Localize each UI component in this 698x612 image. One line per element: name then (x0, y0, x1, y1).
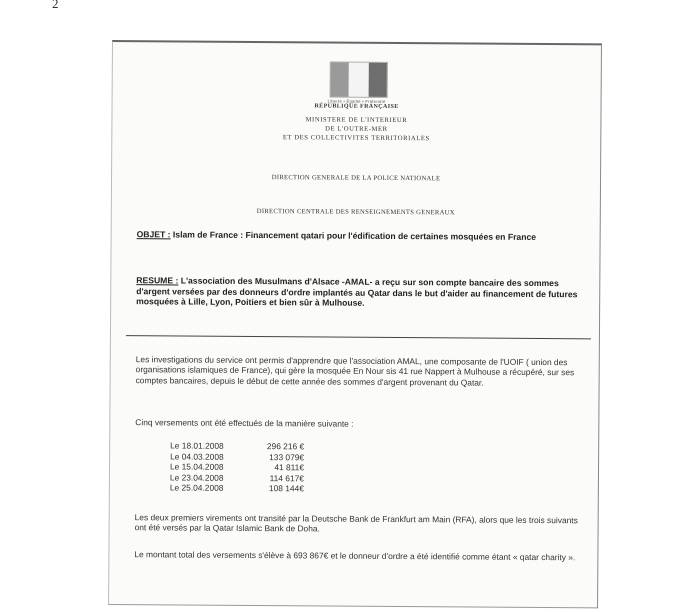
resume-section (136, 275, 584, 310)
payment-date: Le 23.04.2008 (169, 472, 224, 483)
payment-amount: 41 811€ (274, 462, 305, 473)
resume-text: L'association des Musulmans d'Alsace -AMAL- a reçu sur son compte bancaire des sommes d'argent versées par des donneurs d'ordre implantés au Qatar dans le but d'aider au financement de futures mosquées à Lille, Lyon, Poitiers et bien sûr à Mulhouse. (136, 275, 578, 308)
ministry-line: ET DES COLLECTIVITES TERRITORIALES (282, 134, 430, 143)
payments-list (170, 440, 304, 494)
paragraph-payments-intro: Cinq versements ont été effectués de la manière suivante : (135, 417, 354, 429)
paragraph-transfers: Les deux premiers virements ont transité par la Deutsche Bank de Frankfurt am Main (RFA), alors que les trois suivants ont été versés par la Qatar Islamic Bank de Doha. (134, 512, 578, 534)
payment-amount: 296 216 € (266, 441, 305, 452)
objet-section (137, 229, 583, 242)
payment-amount: 114 617€ (269, 472, 304, 484)
ministry-line: MINISTERE DE L'INTERIEUR (305, 116, 408, 125)
payment-date: Le 15.04.2008 (169, 461, 224, 472)
divider (126, 335, 591, 339)
marianne-logo-icon (330, 62, 388, 98)
page-number: 2 (52, 0, 59, 11)
payment-amount: 133 079€ (269, 451, 305, 462)
objet-label: OBJET : (136, 229, 171, 240)
direction-centrale: DIRECTION CENTRALE DES RENSEIGNEMENTS GENERAUX (256, 208, 455, 217)
payment-date: Le 25.04.2008 (169, 482, 224, 494)
paragraph-total: Le montant total des versements s'élève à 693 867€ et le donneur d'ordre a été identifié comme étant « qatar charity ». (134, 549, 576, 563)
objet-text: Islam de France : Financement qatari pour l'édification de certaines mosquées en France (170, 229, 537, 242)
payment-date: Le 18.01.2008 (170, 440, 224, 451)
ministry-block (112, 114, 600, 144)
logo-motto: Liberté • Égalité • Fraternité (327, 98, 386, 104)
resume-label: RESUME : (136, 275, 179, 286)
ministry-line: DE L'OUTRE-MER (325, 125, 388, 133)
scanned-document (108, 40, 602, 608)
payment-date: Le 04.03.2008 (170, 451, 224, 462)
payment-row (170, 483, 304, 495)
republic-label: RÉPUBLIQUE FRANÇAISE (314, 103, 399, 111)
payment-amount: 108 144€ (268, 483, 304, 494)
direction-generale: DIRECTION GENERALE DE LA POLICE NATIONALE (271, 174, 441, 183)
paragraph-investigation: Les investigations du service ont permis d'apprendre que l'association AMAL, une composante de l'UOIF ( union des organisations islamiques de France), qui gère la mosquée En Nour sis 41 rue Nappert à Mulhouse a récupéré, sur ses comptes bancaires, depuis le début de cette année des sommes d'argent provenant du Qatar. (135, 354, 575, 388)
